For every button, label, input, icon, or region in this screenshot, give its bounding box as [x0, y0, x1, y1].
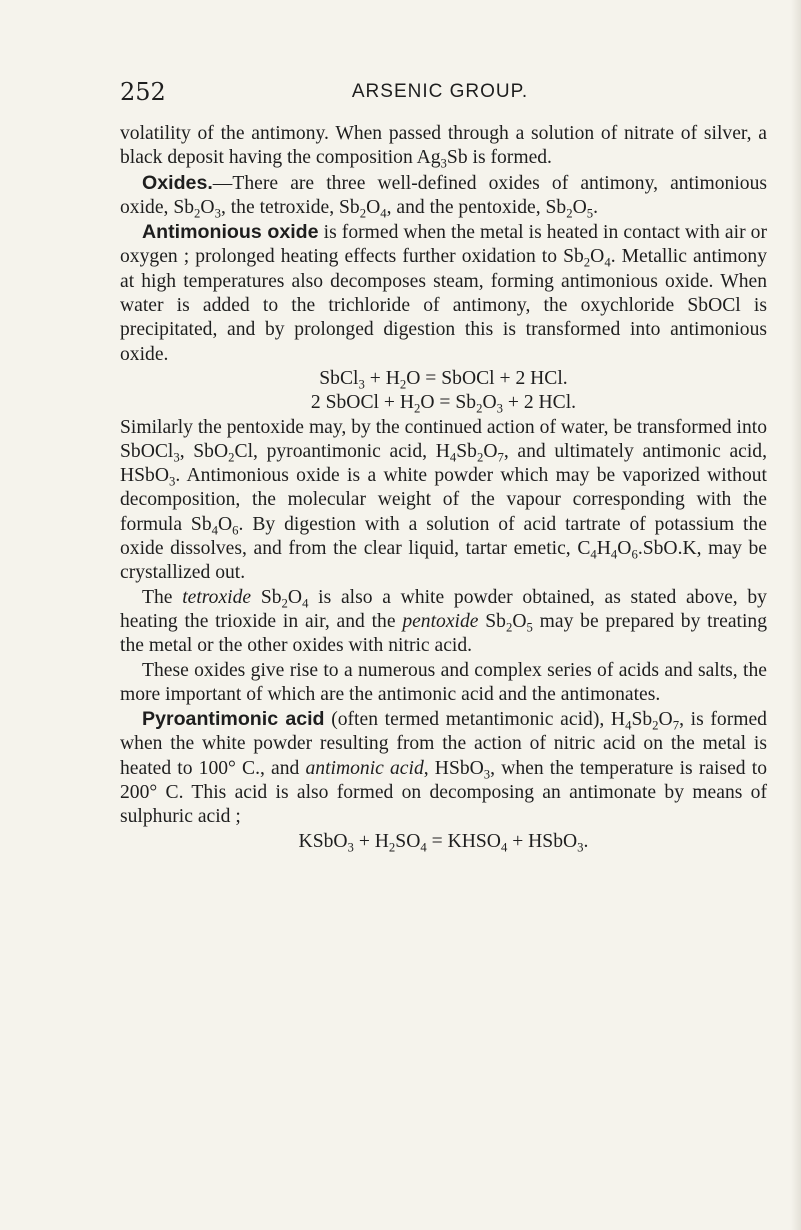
- subscript: 3: [577, 840, 584, 855]
- subscript: 2: [583, 255, 591, 270]
- subscript: 4: [420, 840, 427, 855]
- text-run: + HSbO: [507, 830, 578, 852]
- text-run: , and the pentoxide, Sb: [386, 196, 567, 218]
- text-run: Sb: [251, 586, 282, 608]
- subscript: 6: [631, 547, 638, 562]
- text-run: O = Sb: [420, 392, 477, 414]
- subscript: 2: [399, 377, 407, 392]
- text-run: O: [200, 196, 215, 218]
- text-run: The: [142, 586, 183, 608]
- italic-term: pentoxide: [402, 610, 479, 632]
- subscript: 2: [413, 401, 421, 416]
- subscript: 4: [380, 206, 387, 221]
- subscript: 3: [173, 450, 180, 465]
- subscript: 2: [281, 596, 288, 611]
- text-run: O: [218, 513, 233, 535]
- page-number: 252: [120, 78, 166, 106]
- text-run: . Antimonious oxide is a white powder which may be vaporized without decomposition, the molecular weight of the vapour corresponding with the formula Sb: [120, 465, 767, 535]
- text-run: (often termed metantimonic acid), H: [324, 709, 626, 731]
- subscript: 2: [566, 206, 573, 221]
- text-run: , HSbO: [423, 757, 484, 779]
- paragraph: [120, 220, 767, 367]
- page-header: [120, 78, 760, 108]
- text-run: These oxides give rise to a numerous and complex series of acids and salts, the more important of which are the antimonic acid and the antimonates.: [120, 659, 767, 705]
- text-run: is formed when the metal is heated in contact with air or oxygen ; prolonged heating effects further oxidation to Sb: [120, 222, 767, 268]
- text-run: Sb: [456, 440, 477, 462]
- text-run: + H: [353, 830, 389, 852]
- paragraph: [120, 707, 767, 829]
- text-run: O: [590, 246, 605, 268]
- subscript: 4: [302, 596, 309, 611]
- text-run: O: [617, 538, 632, 560]
- subscript: 4: [590, 547, 597, 562]
- equation: [120, 391, 767, 415]
- subscript: 3: [358, 377, 365, 392]
- text-run: may be prepared by treating the metal or the other oxides with nitric acid.: [120, 610, 768, 657]
- run-in-heading: Oxides.: [142, 171, 213, 194]
- subscript: 4: [500, 840, 508, 855]
- subscript: 3: [440, 156, 447, 171]
- text-run: , when the temperature is raised to 200° C. This acid is also formed on decomposing an antimonate by means of sulphuric acid ;: [120, 757, 767, 828]
- text-run: + H: [364, 367, 400, 389]
- text-run: —There are three well-defined oxides of antimony, antimonious oxide, Sb: [120, 172, 767, 218]
- subscript: 4: [211, 523, 219, 538]
- body-text: [120, 122, 767, 854]
- paragraph: [120, 659, 767, 708]
- subscript: 3: [496, 401, 503, 416]
- subscript: 2: [476, 450, 484, 465]
- text-run: , and ultimately antimonic acid, HSbO: [120, 440, 767, 487]
- text-run: . Metallic antimony at high temperatures also decomposes steam, forming antimonious oxide. When water is added to the trichloride of antimony, the oxychloride SbOCl is precipitated, and by prolonged digestion this is transformed into antimonious oxide.: [120, 246, 767, 365]
- text-run: Similarly the pentoxide may, by the continued action of water, be transformed into SbOCl: [120, 416, 767, 462]
- paragraph: [120, 586, 767, 659]
- text-run: O: [287, 586, 303, 608]
- text-run: .: [583, 830, 589, 852]
- subscript: 7: [497, 450, 504, 465]
- text-run: .SbO.K, may be crystallized out.: [120, 538, 767, 584]
- subscript: 4: [449, 450, 457, 465]
- running-title: ARSENIC GROUP.: [351, 81, 529, 102]
- text-run: + 2 HCl.: [502, 392, 577, 414]
- italic-term: antimonic acid: [305, 757, 424, 779]
- subscript: 2: [505, 620, 513, 635]
- equation: [120, 367, 767, 391]
- paragraph: [120, 171, 767, 221]
- text-run: SbCl: [319, 367, 359, 389]
- text-run: , the tetroxide, Sb: [220, 196, 360, 218]
- subscript: 4: [604, 255, 611, 270]
- subscript: 2: [652, 718, 659, 733]
- run-in-heading: Pyroantimonic acid: [142, 708, 325, 731]
- paragraph: [120, 122, 767, 171]
- text-run: O: [366, 196, 381, 218]
- text-run: O: [658, 709, 673, 731]
- text-run: volatility of the antimony. When passed through a solution of nitrate of silver, a black deposit having the composition Ag: [120, 123, 767, 169]
- text-run: Cl, pyroantimonic acid, H: [234, 440, 450, 462]
- equation: [120, 830, 767, 854]
- subscript: 2: [359, 206, 367, 221]
- text-run: .: [593, 196, 598, 218]
- text-run: O: [483, 440, 498, 462]
- text-run: is also a white powder obtained, as stated above, by heating the trioxide in air, and the: [120, 586, 767, 632]
- subscript: 3: [214, 206, 221, 221]
- text-run: Sb: [478, 610, 506, 632]
- page-edge-shadow: [791, 0, 801, 1230]
- text-run: , is formed when the white powder resulting from the action of nitric acid on the metal is heated to 100° C., and: [120, 709, 767, 779]
- text-run: . By digestion with a solution of acid tartrate of potassium the oxide dissolves, and from the clear liquid, tartar emetic, C: [120, 513, 767, 560]
- text-run: Sb: [631, 709, 653, 731]
- subscript: 2: [388, 840, 396, 855]
- subscript: 5: [586, 206, 594, 221]
- text-run: SO: [395, 830, 421, 852]
- text-run: O = SbOCl + 2 HCl.: [406, 367, 568, 389]
- subscript: 3: [347, 840, 354, 855]
- subscript: 5: [526, 620, 533, 635]
- text-run: KSbO: [298, 830, 348, 852]
- text-run: Sb is formed.: [446, 147, 552, 169]
- run-in-heading: Antimonious oxide: [142, 221, 319, 244]
- text-run: = KHSO: [426, 830, 501, 852]
- italic-term: tetroxide: [182, 586, 252, 608]
- paragraph: [120, 416, 767, 586]
- text-run: , SbO: [179, 440, 229, 462]
- subscript: 2: [194, 206, 201, 221]
- text-run: H: [596, 538, 611, 560]
- text-run: O: [512, 610, 527, 632]
- subscript: 4: [610, 547, 618, 562]
- text-run: O: [482, 392, 497, 414]
- text-run: O: [572, 196, 587, 218]
- subscript: 2: [476, 401, 483, 416]
- subscript: 7: [672, 718, 680, 733]
- subscript: 4: [625, 718, 632, 733]
- subscript: 6: [232, 523, 239, 538]
- subscript: 3: [169, 474, 176, 489]
- subscript: 2: [228, 450, 235, 465]
- text-run: 2 SbOCl + H: [310, 392, 414, 414]
- subscript: 3: [483, 767, 491, 782]
